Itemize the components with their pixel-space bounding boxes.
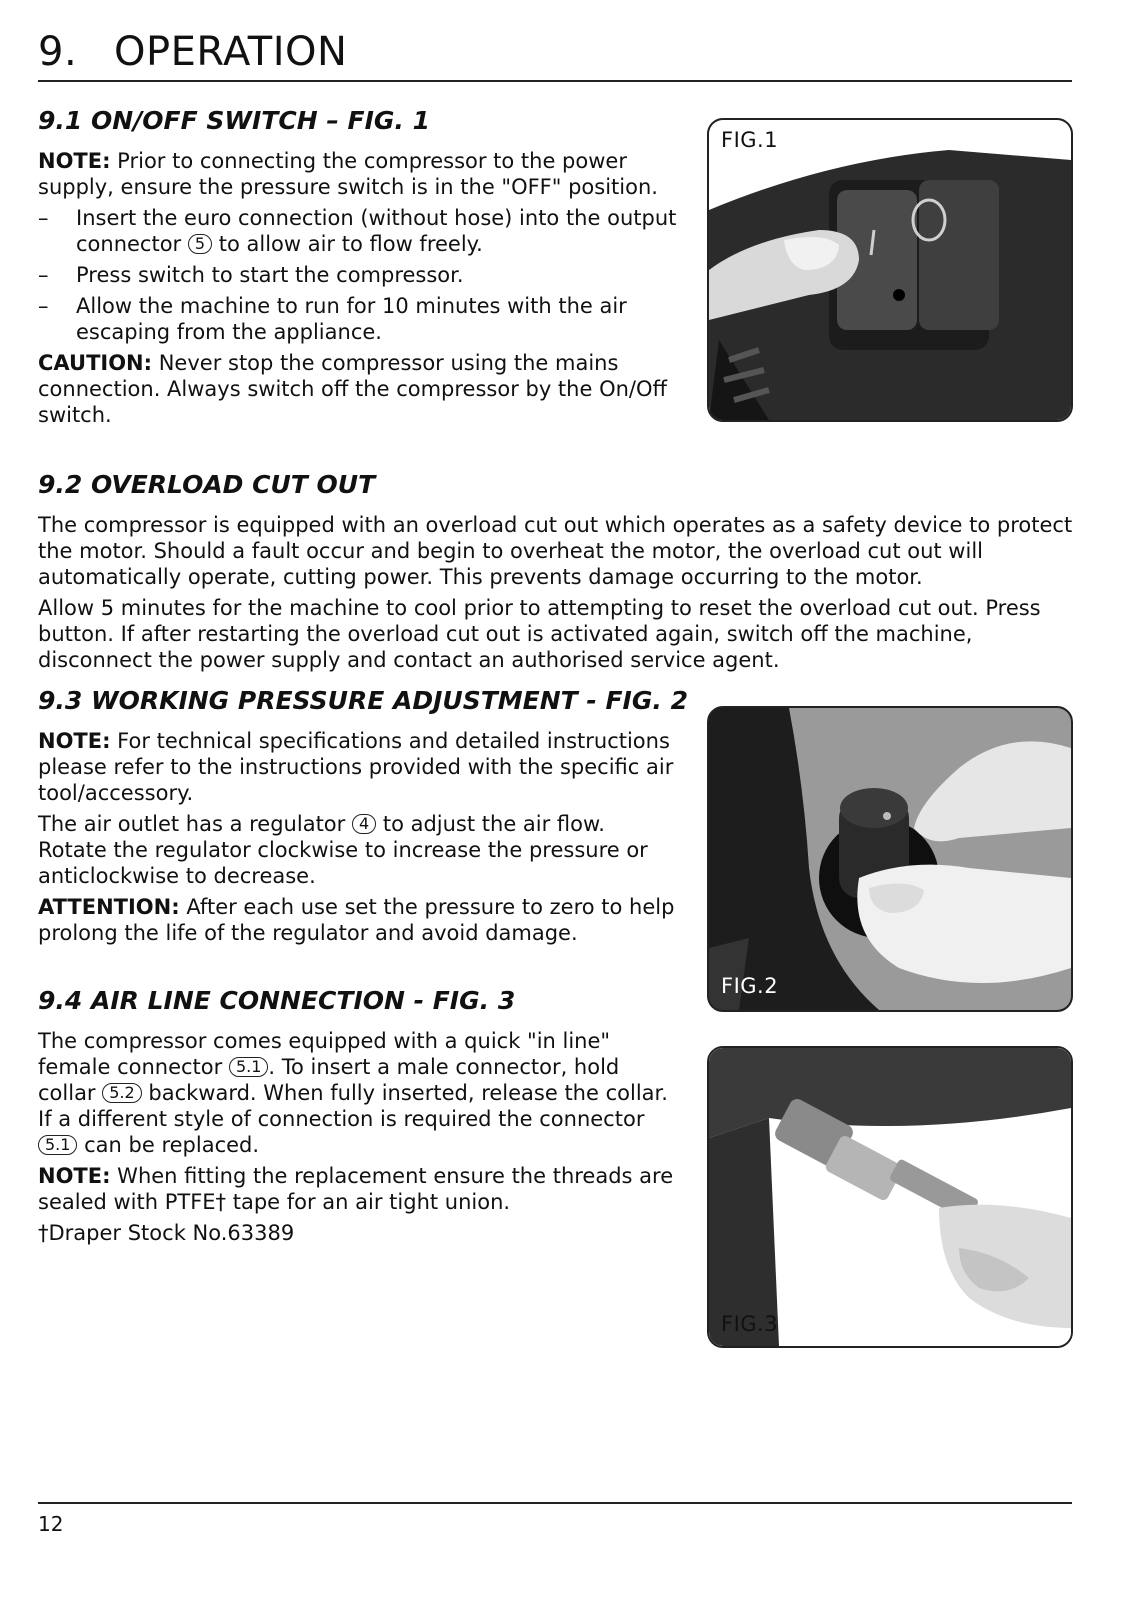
text-part: The compressor comes equipped with a quick "in line" female connector [38, 1029, 611, 1079]
paragraph-9-4 [38, 1028, 678, 1158]
footnote: †Draper Stock No.63389 [38, 1221, 295, 1245]
paragraph-9-2-b: Allow 5 minutes for the machine to cool prior to attempting to reset the overload cut out. Press button. If after restarting the overload cut out is activated again, switch off the machine, disconnect the power supply and contact an authorised service agent. [38, 596, 1041, 672]
note-label: NOTE: [38, 729, 111, 753]
section-9-4-body [38, 1028, 678, 1251]
part-ref: 5.2 [102, 1083, 141, 1103]
caution-label: CAUTION: [38, 351, 153, 375]
list-item-text [76, 205, 678, 257]
list-item-text: Press switch to start the compressor. [76, 263, 464, 287]
paragraph-9-3 [38, 811, 678, 889]
section-title: OPERATION [114, 29, 348, 75]
list-item-text: Allow the machine to run for 10 minutes with the air escaping from the appliance. [76, 294, 627, 344]
list-item [38, 205, 678, 257]
text-before: The air outlet has a regulator [38, 812, 352, 836]
part-ref: 5.1 [229, 1057, 268, 1077]
paragraph-9-2-a: The compressor is equipped with an overload cut out which operates as a safety device to protect the motor. Should a fault occur and begin to overheat the motor, the overload cut out will automatically operate, cutting power. This prevents damage occurring to the motor. [38, 513, 1073, 589]
list-item [38, 262, 678, 288]
text-part: backward. When fully inserted, release the collar. If a different style of connection is required the connector [38, 1081, 668, 1131]
part-ref: 5 [188, 234, 212, 254]
heading-9-4: 9.4 AIR LINE CONNECTION - FIG. 3 [38, 986, 516, 1015]
figure-2-label: FIG.2 [721, 974, 779, 998]
caution-9-1 [38, 350, 678, 428]
list-item [38, 293, 678, 345]
attention-9-3 [38, 894, 678, 946]
text-after: to adjust the air flow. Rotate the regulator clockwise to increase the pressure or anticlockwise to decrease. [38, 812, 648, 888]
text-part: can be replaced. [77, 1133, 260, 1157]
note-text: Prior to connecting the compressor to the power supply, ensure the pressure switch is in the "OFF" position. [38, 149, 658, 199]
page-title [38, 28, 1072, 82]
heading-9-1: 9.1 ON/OFF SWITCH – FIG. 1 [38, 106, 431, 135]
switch-photo-image [709, 120, 1071, 420]
part-ref: 5.1 [38, 1135, 77, 1155]
section-9-1-body [38, 148, 678, 433]
caution-text: Never stop the compressor using the mains connection. Always switch off the compressor by the On/Off switch. [38, 351, 667, 427]
heading-9-2: 9.2 OVERLOAD CUT OUT [38, 470, 376, 499]
section-9-2-body [38, 512, 1078, 678]
figure-1-label: FIG.1 [721, 128, 779, 152]
figure-1-photo [707, 118, 1073, 422]
regulator-photo-image [709, 708, 1071, 1010]
note-9-4 [38, 1163, 678, 1215]
dash-marker: – [38, 294, 49, 318]
section-9-3-body [38, 728, 678, 951]
page-number: 12 [38, 1512, 64, 1536]
list-text-before: Insert the euro connection (without hose) into the output connector [76, 206, 677, 256]
connector-photo-image [709, 1048, 1071, 1346]
part-ref: 4 [352, 814, 376, 834]
text-part: . To insert a male connector, hold collar [38, 1055, 620, 1105]
attention-text: After each use set the pressure to zero to help prolong the life of the regulator and avoid damage. [38, 895, 675, 945]
dash-marker: – [38, 206, 49, 230]
dash-marker: – [38, 263, 49, 287]
note-text: For technical specifications and detailed instructions please refer to the instructions provided with the specific air tool/accessory. [38, 729, 674, 805]
heading-9-3: 9.3 WORKING PRESSURE ADJUSTMENT - FIG. 2 [38, 686, 688, 715]
note-text: When fitting the replacement ensure the threads are sealed with PTFE† tape for an air tight union. [38, 1164, 674, 1214]
section-number: 9. [38, 29, 78, 75]
figure-3-label: FIG.3 [721, 1312, 779, 1336]
attention-label: ATTENTION: [38, 895, 180, 919]
note-9-1 [38, 148, 678, 200]
figure-2-photo [707, 706, 1073, 1012]
figure-3-photo [707, 1046, 1073, 1348]
note-label: NOTE: [38, 1164, 111, 1188]
note-label: NOTE: [38, 149, 111, 173]
footer-divider [38, 1502, 1072, 1504]
list-text-after: to allow air to flow freely. [212, 232, 483, 256]
note-9-3 [38, 728, 678, 806]
